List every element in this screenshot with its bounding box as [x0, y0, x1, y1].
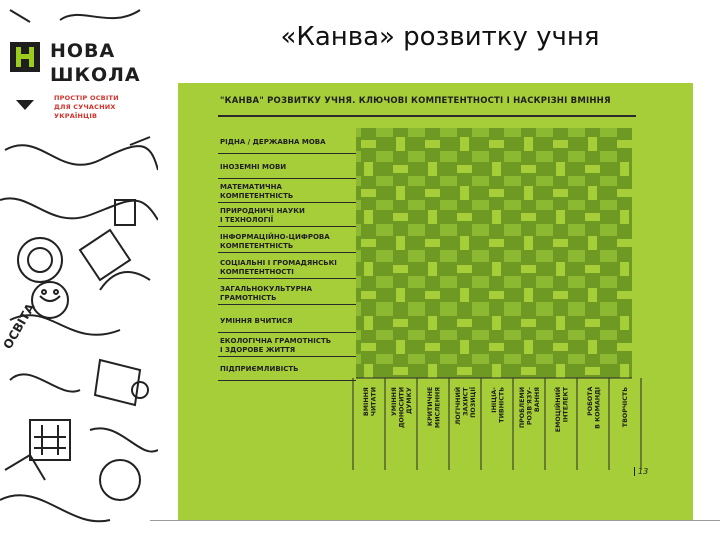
competency-label: [220, 337, 354, 355]
skill-label: [361, 387, 379, 467]
weave-crossing-horizontal: [393, 265, 408, 273]
weave-crossing-horizontal: [585, 265, 600, 273]
weave-crossing-horizontal: [617, 140, 632, 148]
skill-label-text: КРИТИЧНЕ МИСЛЕННЯ: [426, 387, 441, 429]
competency-divider: [218, 252, 356, 253]
weave-crossing-horizontal: [553, 343, 568, 351]
skill-label: [454, 387, 477, 467]
weave-crossing-vertical: [620, 210, 629, 224]
weave-crossing-vertical: [556, 162, 565, 176]
weave-crossing-vertical: [556, 262, 565, 276]
skill-label: [489, 387, 507, 467]
weave-crossing-vertical: [492, 316, 501, 330]
weave-crossing-vertical: [620, 262, 629, 276]
competency-label-line: КОМПЕТЕНТНОСТІ: [220, 268, 294, 276]
weave-crossing-horizontal: [361, 291, 376, 299]
weave-crossing-vertical: [460, 236, 469, 250]
weave-crossing-vertical: [524, 186, 533, 200]
weave-crossing-vertical: [428, 364, 437, 378]
competency-label-line: І ТЕХНОЛОГІЇ: [220, 216, 274, 224]
weave-crossing-horizontal: [521, 265, 536, 273]
weave-crossing-horizontal: [425, 189, 440, 197]
weave-crossing-vertical: [428, 162, 437, 176]
competency-divider: [218, 332, 356, 333]
weave-crossing-vertical: [460, 186, 469, 200]
weave-crossing-vertical: [460, 340, 469, 354]
weave-crossing-horizontal: [393, 165, 408, 173]
weave-crossing-horizontal: [489, 189, 504, 197]
competency-divider: [218, 202, 356, 203]
competency-label-line: І ЗДОРОВЕ ЖИТТЯ: [220, 346, 296, 354]
weave-crossing-vertical: [556, 364, 565, 378]
skill-label-text: ЛОГІЧНИЙ ЗАХИСТ ПОЗИЦІЇ: [454, 387, 477, 425]
weave-crossing-horizontal: [617, 343, 632, 351]
weave-crossing-horizontal: [553, 189, 568, 197]
skill-label-text: ПРОБЛЕМИ РОЗВ'ЯЗУ- ВАННЯ: [518, 387, 541, 429]
weave-crossing-horizontal: [521, 367, 536, 375]
competency-label-line: УМІННЯ ВЧИТИСЯ: [220, 317, 293, 325]
skill-label-text: ВМІННЯ ЧИТАТИ: [362, 387, 377, 417]
weave-crossing-horizontal: [553, 239, 568, 247]
competency-label-line: ІНОЗЕМНІ МОВИ: [220, 163, 287, 171]
weave-crossing-vertical: [396, 288, 405, 302]
competency-label: [220, 163, 354, 172]
competency-divider: [218, 304, 356, 305]
weave-crossing-vertical: [620, 162, 629, 176]
competency-label: [220, 259, 354, 277]
panel-title: "КАНВА" РОЗВИТКУ УЧНЯ. КЛЮЧОВІ КОМПЕТЕНТНОСТІ І НАСКРІЗНІ ВМІННЯ: [220, 96, 611, 106]
weave-crossing-vertical: [588, 186, 597, 200]
weave-crossing-vertical: [620, 364, 629, 378]
skill-label: [585, 387, 603, 467]
weave-crossing-vertical: [460, 137, 469, 151]
weave-crossing-horizontal: [425, 239, 440, 247]
weave-crossing-vertical: [428, 316, 437, 330]
logo-subtitle-1: ПРОСТІР ОСВІТИ: [54, 94, 119, 102]
weave-crossing-vertical: [588, 288, 597, 302]
weave-crossing-vertical: [396, 186, 405, 200]
weave-crossing-horizontal: [361, 189, 376, 197]
logo-subtitle-2: ДЛЯ СУЧАСНИХ: [54, 103, 116, 111]
weave-crossing-vertical: [396, 340, 405, 354]
weave-crossing-vertical: [588, 340, 597, 354]
competency-label-line: КОМПЕТЕНТНІСТЬ: [220, 192, 294, 200]
competency-label-line: ПРИРОДНИЧІ НАУКИ: [220, 207, 305, 215]
competency-label-line: КОМПЕТЕНТНІСТЬ: [220, 242, 294, 250]
competency-label: [220, 138, 354, 147]
svg-text:ОСВІТА: ОСВІТА: [0, 301, 38, 352]
weave-crossing-horizontal: [617, 239, 632, 247]
weave-crossing-vertical: [428, 262, 437, 276]
competency-label: [220, 365, 354, 374]
competency-label: [220, 233, 354, 251]
logo-line1: НОВА: [50, 40, 116, 62]
bottom-rule: [150, 520, 720, 521]
weave-crossing-vertical: [620, 316, 629, 330]
weave-crossing-horizontal: [425, 343, 440, 351]
skill-label-text: РОБОТА В КОМАНДІ: [586, 387, 601, 429]
competency-label-line: ІНФОРМАЦІЙНО-ЦИФРОВА: [220, 233, 330, 241]
weave-crossing-horizontal: [585, 367, 600, 375]
skill-label: [617, 387, 635, 467]
competency-label-line: ГРАМОТНІСТЬ: [220, 294, 277, 302]
weave-crossing-vertical: [364, 210, 373, 224]
weave-crossing-horizontal: [489, 291, 504, 299]
weave-crossing-vertical: [524, 340, 533, 354]
weave-crossing-vertical: [492, 162, 501, 176]
weave-crossing-vertical: [524, 288, 533, 302]
weave-crossing-vertical: [556, 316, 565, 330]
weave-crossing-vertical: [364, 316, 373, 330]
weave-crossing-horizontal: [521, 213, 536, 221]
weave-crossing-horizontal: [521, 165, 536, 173]
skill-label: [518, 387, 541, 467]
competency-label-line: РІДНА / ДЕРЖАВНА МОВА: [220, 138, 326, 146]
competency-label: [220, 317, 354, 326]
competency-label: [220, 207, 354, 225]
competency-divider: [218, 278, 356, 279]
weave-crossing-horizontal: [457, 265, 472, 273]
weave-crossing-vertical: [396, 137, 405, 151]
weave-crossing-horizontal: [393, 213, 408, 221]
weave-crossing-horizontal: [585, 319, 600, 327]
page-number: 13: [634, 467, 648, 476]
weave-crossing-vertical: [460, 288, 469, 302]
weave-crossing-horizontal: [585, 165, 600, 173]
weave-crossing-horizontal: [457, 319, 472, 327]
competency-divider: [218, 356, 356, 357]
weave-crossing-horizontal: [489, 140, 504, 148]
competency-label-line: МАТЕМАТИЧНА: [220, 183, 282, 191]
skill-label: [390, 387, 413, 467]
weave-crossing-horizontal: [425, 291, 440, 299]
competency-label-line: СОЦІАЛЬНІ І ГРОМАДЯНСЬКІ: [220, 259, 337, 267]
weave-crossing-vertical: [524, 137, 533, 151]
weave-crossing-vertical: [396, 236, 405, 250]
weave-crossing-vertical: [492, 262, 501, 276]
skill-label: [425, 387, 443, 467]
weave-crossing-horizontal: [425, 140, 440, 148]
weave-crossing-vertical: [556, 210, 565, 224]
competency-label-line: ПІДПРИЄМЛИВІСТЬ: [220, 365, 299, 373]
weave-crossing-vertical: [524, 236, 533, 250]
weave-crossing-vertical: [428, 210, 437, 224]
competency-divider: [218, 380, 356, 381]
weave-crossing-vertical: [588, 137, 597, 151]
competency-divider: [218, 153, 356, 154]
weave-crossing-horizontal: [361, 239, 376, 247]
competency-label: [220, 285, 354, 303]
slide-title: «Канва» розвитку учня: [280, 22, 600, 52]
weave-crossing-horizontal: [457, 165, 472, 173]
weave-crossing-vertical: [588, 236, 597, 250]
weave-crossing-horizontal: [361, 343, 376, 351]
competency-label-line: ЗАГАЛЬНОКУЛЬТУРНА: [220, 285, 313, 293]
competency-divider: [218, 178, 356, 179]
weave-crossing-vertical: [492, 210, 501, 224]
skill-label-text: УМІННЯ ДОНОСИТИ ДУМКУ: [390, 387, 413, 429]
weave-crossing-horizontal: [393, 367, 408, 375]
weave-crossing-horizontal: [553, 140, 568, 148]
weave-crossing-vertical: [364, 162, 373, 176]
skill-label: [553, 387, 571, 467]
logo-subtitle-3: УКРАЇНЦІВ: [54, 112, 98, 120]
skill-label-text: ІНІЦІА- ТИВНІСТЬ: [490, 387, 505, 423]
weave-crossing-horizontal: [457, 367, 472, 375]
competency-label: [220, 183, 354, 201]
logo-line2: ШКОЛА: [50, 64, 141, 86]
weave-crossing-horizontal: [521, 319, 536, 327]
weave-crossing-vertical: [492, 364, 501, 378]
skill-label-text: ЕМОЦІЙНИЙ ІНТЕЛЕКТ: [554, 387, 569, 433]
weave-crossing-horizontal: [617, 189, 632, 197]
weave-crossing-horizontal: [553, 291, 568, 299]
weave-crossing-horizontal: [585, 213, 600, 221]
weave-crossing-vertical: [364, 262, 373, 276]
weave-crossing-horizontal: [457, 213, 472, 221]
weave-crossing-horizontal: [617, 291, 632, 299]
skill-label-text: ТВОРЧІСТЬ: [622, 387, 630, 428]
competency-label-line: ЕКОЛОГІЧНА ГРАМОТНІСТЬ: [220, 337, 332, 345]
weave-crossing-vertical: [364, 364, 373, 378]
weave-crossing-horizontal: [489, 343, 504, 351]
weave-crossing-horizontal: [361, 140, 376, 148]
competency-divider: [218, 226, 356, 227]
weave-crossing-horizontal: [489, 239, 504, 247]
weave-crossing-horizontal: [393, 319, 408, 327]
